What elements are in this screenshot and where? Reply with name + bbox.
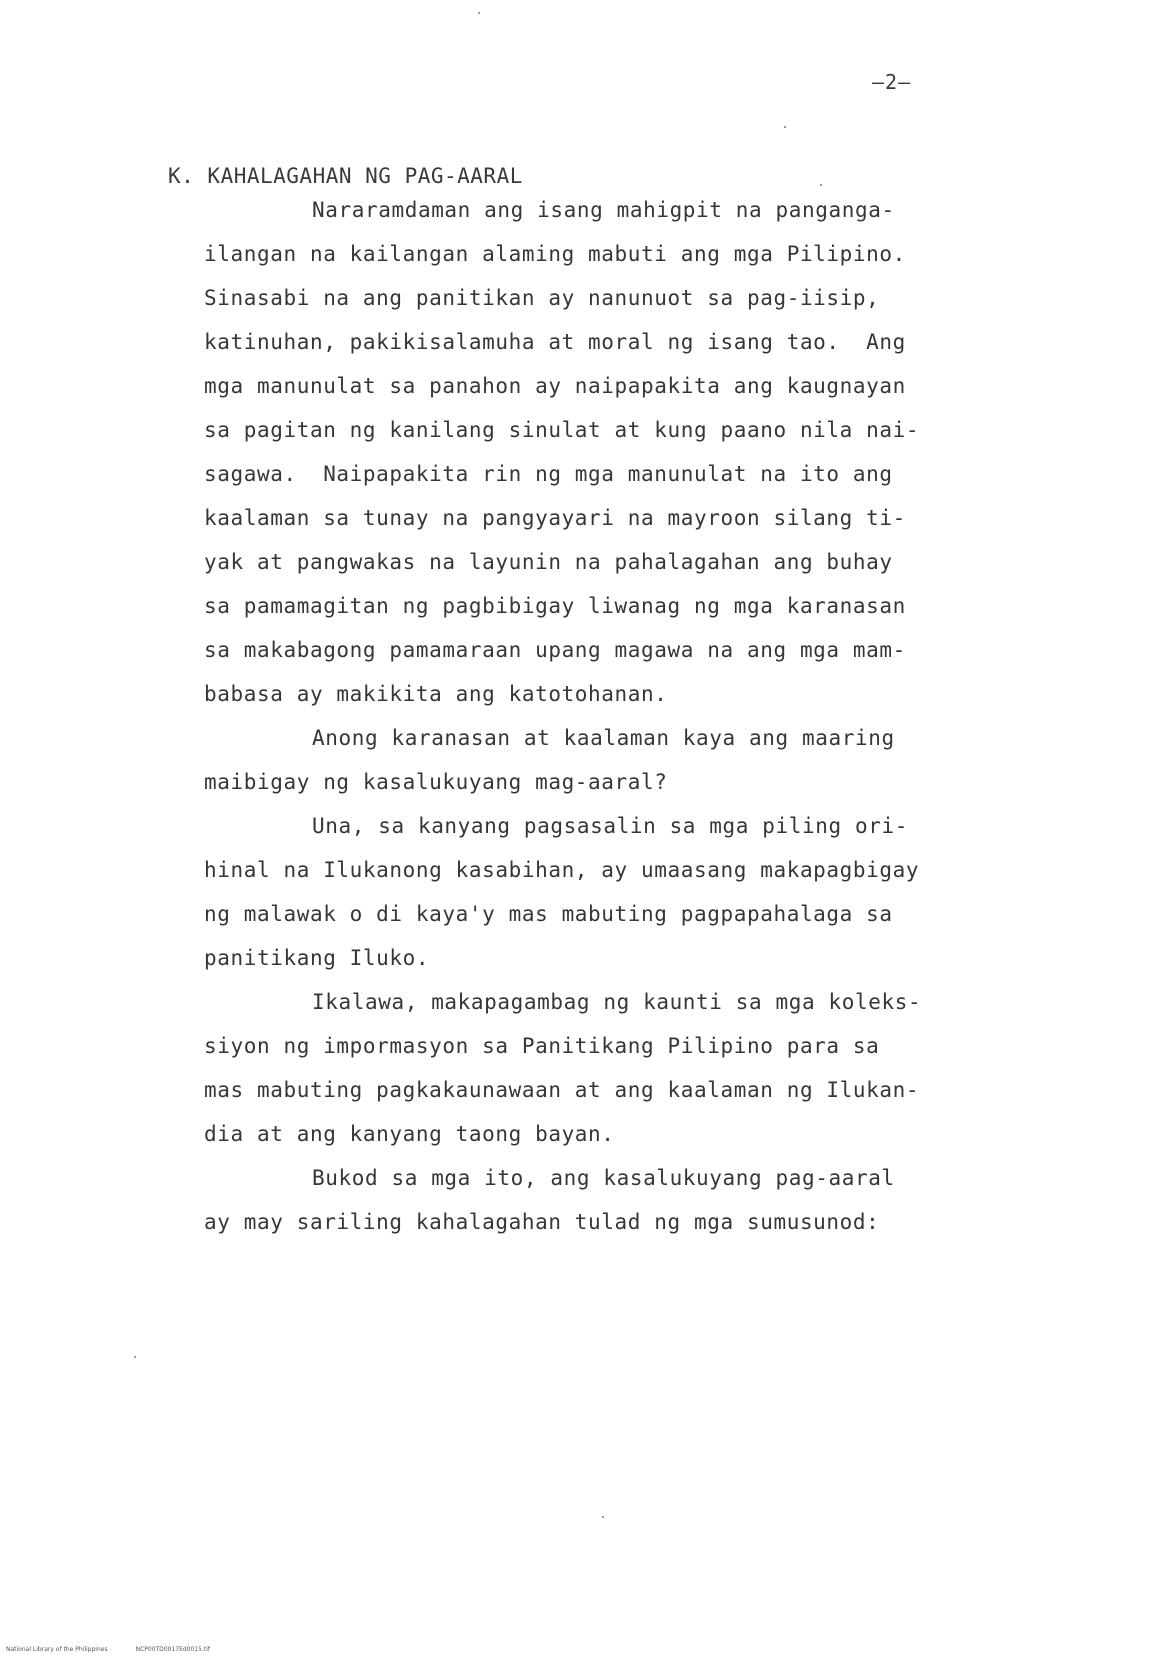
body-line: dia at ang kanyang taong bayan. [204,1122,615,1146]
body-line: sagawa. Naipapakita rin ng mga manunulat na ito ang [204,462,893,486]
footer-library: National Library of the Philippines [6,1646,108,1653]
body-line: siyon ng impormasyon sa Panitikang Pilipino para sa [204,1034,880,1058]
page-number: —2— [872,70,912,94]
body-line: Anong karanasan at kaalaman kaya ang maaring [312,726,895,750]
body-line: Nararamdaman ang isang mahigpit na panganga- [312,198,895,222]
body-line: panitikang Iluko. [204,946,430,970]
scan-speck [784,126,786,128]
body-line: katinuhan, pakikisalamuha at moral ng isang tao. Ang [204,330,906,354]
body-line: sa pamamagitan ng pagbibigay liwanag ng mga karanasan [204,594,906,618]
body-line: mga manunulat sa panahon ay naipapakita ang kaugnayan [204,374,906,398]
body-line: maibigay ng kasalukuyang mag-aaral? [204,770,668,794]
body-line: Bukod sa mga ito, ang kasalukuyang pag-aaral [312,1166,895,1190]
scan-speck [134,1356,136,1358]
body-line: ilangan na kailangan alaming mabuti ang mga Pilipino. [204,242,906,266]
body-line: sa makabagong pamamaraan upang magawa na ang mga mam- [204,638,906,662]
body-line: babasa ay makikita ang katotohanan. [204,682,668,706]
section-heading: K. KAHALAGAHAN NG PAG-AARAL [168,164,523,188]
body-line: hinal na Ilukanong kasabihan, ay umaasang makapagbigay [204,858,920,882]
scan-speck [820,184,822,186]
body-line: ay may sariling kahalagahan tulad ng mga sumusunod: [204,1210,880,1234]
body-line: Sinasabi na ang panitikan ay nanunuot sa pag-iisip, [204,286,880,310]
body-line: mas mabuting pagkakaunawaan at ang kaalaman ng Ilukan- [204,1078,920,1102]
body-line: kaalaman sa tunay na pangyayari na mayroon silang ti- [204,506,906,530]
scan-footer [6,1646,238,1653]
body-line: Ikalawa, makapagambag ng kaunti sa mga koleks- [312,990,922,1014]
scan-speck [478,12,480,14]
body-line: ng malawak o di kaya'y mas mabuting pagpapahalaga sa [204,902,893,926]
scan-speck [602,1516,604,1518]
body-line: yak at pangwakas na layunin na pahalagahan ang buhay [204,550,893,574]
footer-filename: NCP00TD0017Ed0015.tif [135,1646,210,1653]
body-line: sa pagitan ng kanilang sinulat at kung paano nila nai- [204,418,920,442]
body-line: Una, sa kanyang pagsasalin sa mga piling ori- [312,814,908,838]
